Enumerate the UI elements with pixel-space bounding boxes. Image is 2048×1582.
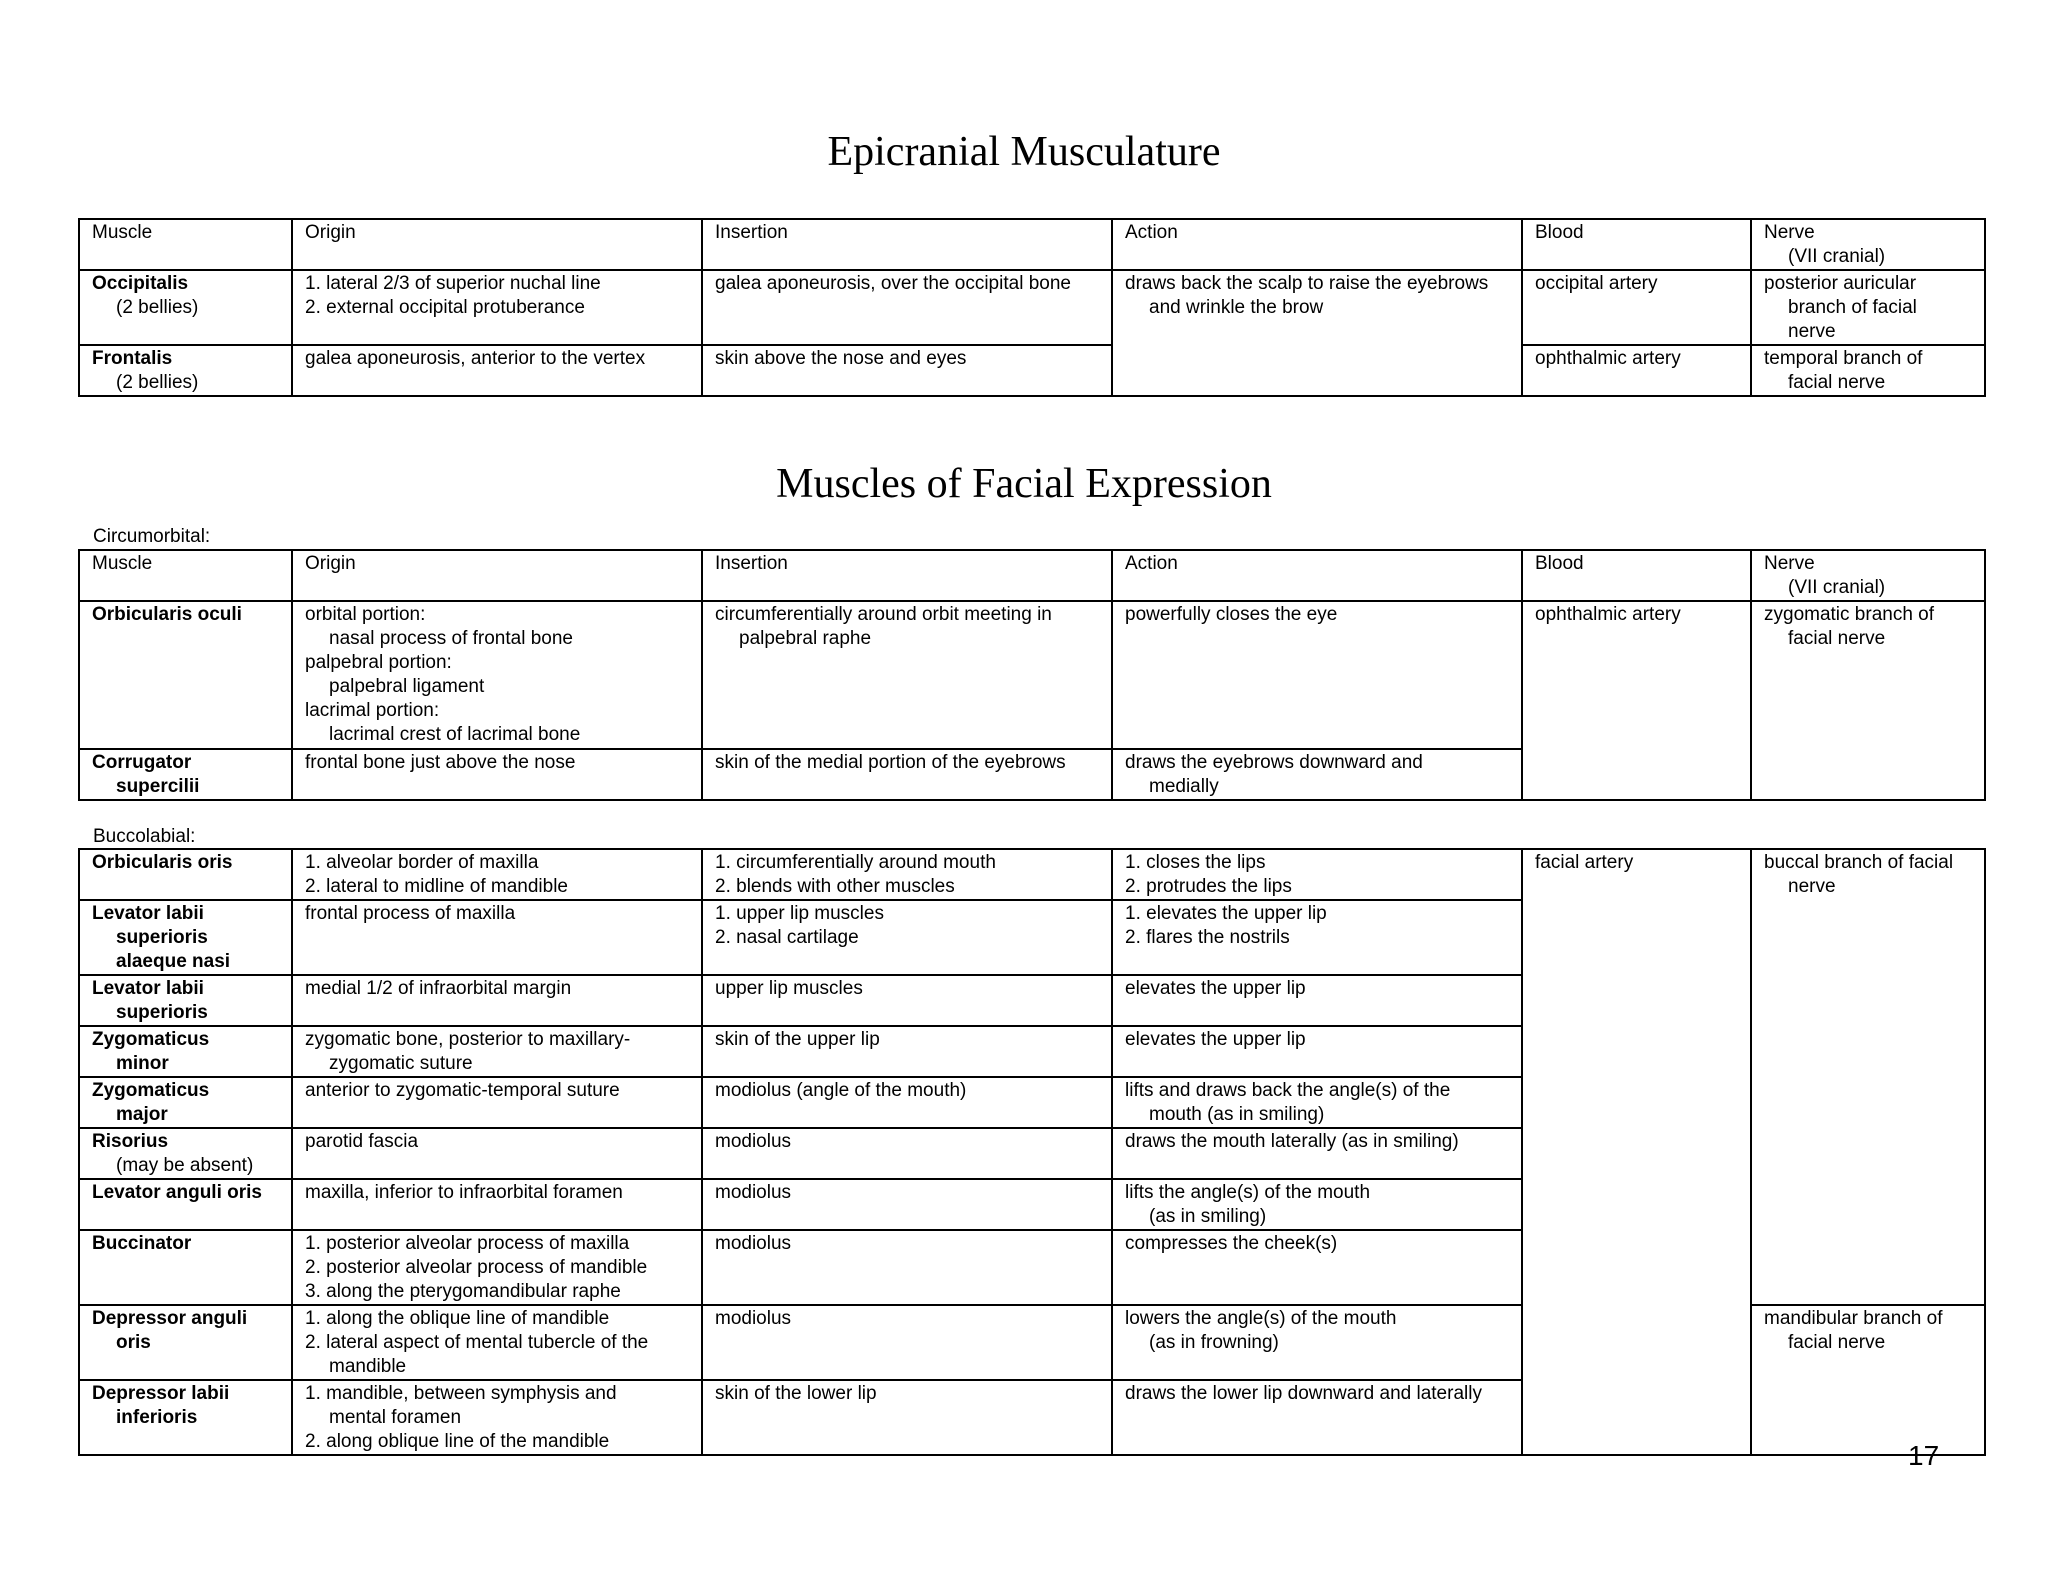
muscle-cell: Corrugator supercilii xyxy=(79,749,292,800)
header-action: Action xyxy=(1112,550,1522,601)
origin-cell: 1. mandible, between symphysis and mental foramen 2. along oblique line of the mandible xyxy=(292,1380,702,1455)
origin-cell: 1. lateral 2/3 of superior nuchal line 2. external occipital protuberance xyxy=(292,270,702,345)
muscle-cell: Orbicularis oculi xyxy=(79,601,292,749)
action-cell: elevates the upper lip xyxy=(1112,1026,1522,1077)
insertion-cell: skin of the lower lip xyxy=(702,1380,1112,1455)
header-insertion: Insertion xyxy=(702,219,1112,270)
insertion-cell: circumferentially around orbit meeting in palpebral raphe xyxy=(702,601,1112,749)
circumorbital-table xyxy=(78,549,1986,801)
muscle-cell: Occipitalis (2 bellies) xyxy=(79,270,292,345)
header-muscle: Muscle xyxy=(79,550,292,601)
insertion-cell: modiolus xyxy=(702,1128,1112,1179)
origin-cell: 1. along the oblique line of mandible 2. lateral aspect of mental tubercle of the mandible xyxy=(292,1305,702,1380)
action-cell: powerfully closes the eye xyxy=(1112,601,1522,749)
circumorbital-caption: Circumorbital: xyxy=(93,526,211,547)
insertion-cell: modiolus (angle of the mouth) xyxy=(702,1077,1112,1128)
action-cell: draws back the scalp to raise the eyebrows and wrinkle the brow xyxy=(1112,270,1522,396)
facial-title: Muscles of Facial Expression xyxy=(776,461,1272,507)
page-number: 17 xyxy=(1908,1440,1940,1471)
header-origin: Origin xyxy=(292,550,702,601)
action-cell: lifts the angle(s) of the mouth (as in smiling) xyxy=(1112,1179,1522,1230)
blood-cell: occipital artery xyxy=(1522,270,1751,345)
origin-cell: 1. posterior alveolar process of maxilla 2. posterior alveolar process of mandible 3. along the pterygomandibular raphe xyxy=(292,1230,702,1305)
insertion-cell: modiolus xyxy=(702,1230,1112,1305)
origin-cell: anterior to zygomatic-temporal suture xyxy=(292,1077,702,1128)
nerve-cell: posterior auricular branch of facial nerve xyxy=(1751,270,1985,345)
origin-cell: frontal bone just above the nose xyxy=(292,749,702,800)
header-blood: Blood xyxy=(1522,219,1751,270)
table-row xyxy=(79,270,1985,345)
origin-cell: zygomatic bone, posterior to maxillary- zygomatic suture xyxy=(292,1026,702,1077)
origin-cell: frontal process of maxilla xyxy=(292,900,702,975)
blood-cell: facial artery xyxy=(1522,849,1751,1455)
muscle-cell: Zygomaticus minor xyxy=(79,1026,292,1077)
insertion-cell: upper lip muscles xyxy=(702,975,1112,1026)
action-cell: 1. elevates the upper lip 2. flares the nostrils xyxy=(1112,900,1522,975)
insertion-cell: 1. circumferentially around mouth 2. blends with other muscles xyxy=(702,849,1112,900)
origin-cell: medial 1/2 of infraorbital margin xyxy=(292,975,702,1026)
header-nerve: Nerve (VII cranial) xyxy=(1751,219,1985,270)
insertion-cell: skin above the nose and eyes xyxy=(702,345,1112,396)
insertion-cell: modiolus xyxy=(702,1305,1112,1380)
header-action: Action xyxy=(1112,219,1522,270)
header-blood: Blood xyxy=(1522,550,1751,601)
nerve-cell: mandibular branch of facial nerve xyxy=(1751,1305,1985,1455)
origin-cell: parotid fascia xyxy=(292,1128,702,1179)
origin-cell: maxilla, inferior to infraorbital foramen xyxy=(292,1179,702,1230)
muscle-cell: Levator labii superioris alaeque nasi xyxy=(79,900,292,975)
header-nerve: Nerve (VII cranial) xyxy=(1751,550,1985,601)
action-cell: lifts and draws back the angle(s) of the mouth (as in smiling) xyxy=(1112,1077,1522,1128)
header-origin: Origin xyxy=(292,219,702,270)
action-cell: compresses the cheek(s) xyxy=(1112,1230,1522,1305)
header-muscle: Muscle xyxy=(79,219,292,270)
muscle-cell: Levator anguli oris xyxy=(79,1179,292,1230)
action-cell: draws the eyebrows downward and medially xyxy=(1112,749,1522,800)
buccolabial-caption: Buccolabial: xyxy=(93,826,196,847)
nerve-cell: buccal branch of facial nerve xyxy=(1751,849,1985,1305)
table-row xyxy=(79,345,1985,396)
muscle-cell: Zygomaticus major xyxy=(79,1077,292,1128)
origin-cell: 1. alveolar border of maxilla 2. lateral to midline of mandible xyxy=(292,849,702,900)
insertion-cell: skin of the medial portion of the eyebrows xyxy=(702,749,1112,800)
muscle-cell: Levator labii superioris xyxy=(79,975,292,1026)
table-row xyxy=(79,849,1985,900)
table-row xyxy=(79,601,1985,749)
table-header-row xyxy=(79,550,1985,601)
origin-cell: orbital portion: nasal process of frontal bone palpebral portion: palpebral ligament lacrimal portion: lacrimal crest of lacrimal bone xyxy=(292,601,702,749)
muscle-cell: Depressor anguli oris xyxy=(79,1305,292,1380)
blood-cell: ophthalmic artery xyxy=(1522,601,1751,800)
muscle-cell: Orbicularis oris xyxy=(79,849,292,900)
action-cell: draws the lower lip downward and laterally xyxy=(1112,1380,1522,1455)
insertion-cell: 1. upper lip muscles 2. nasal cartilage xyxy=(702,900,1112,975)
nerve-cell: zygomatic branch of facial nerve xyxy=(1751,601,1985,800)
muscle-cell: Risorius (may be absent) xyxy=(79,1128,292,1179)
muscle-cell: Frontalis (2 bellies) xyxy=(79,345,292,396)
action-cell: 1. closes the lips 2. protrudes the lips xyxy=(1112,849,1522,900)
table-header-row xyxy=(79,219,1985,270)
origin-cell: galea aponeurosis, anterior to the vertex xyxy=(292,345,702,396)
muscle-cell: Buccinator xyxy=(79,1230,292,1305)
insertion-cell: galea aponeurosis, over the occipital bone xyxy=(702,270,1112,345)
muscle-cell: Depressor labii inferioris xyxy=(79,1380,292,1455)
action-cell: elevates the upper lip xyxy=(1112,975,1522,1026)
buccolabial-table xyxy=(78,848,1986,1456)
epicranial-title: Epicranial Musculature xyxy=(827,129,1221,175)
action-cell: draws the mouth laterally (as in smiling) xyxy=(1112,1128,1522,1179)
action-cell: lowers the angle(s) of the mouth (as in frowning) xyxy=(1112,1305,1522,1380)
blood-cell: ophthalmic artery xyxy=(1522,345,1751,396)
epicranial-table xyxy=(78,218,1986,397)
header-insertion: Insertion xyxy=(702,550,1112,601)
insertion-cell: skin of the upper lip xyxy=(702,1026,1112,1077)
insertion-cell: modiolus xyxy=(702,1179,1112,1230)
nerve-cell: temporal branch of facial nerve xyxy=(1751,345,1985,396)
